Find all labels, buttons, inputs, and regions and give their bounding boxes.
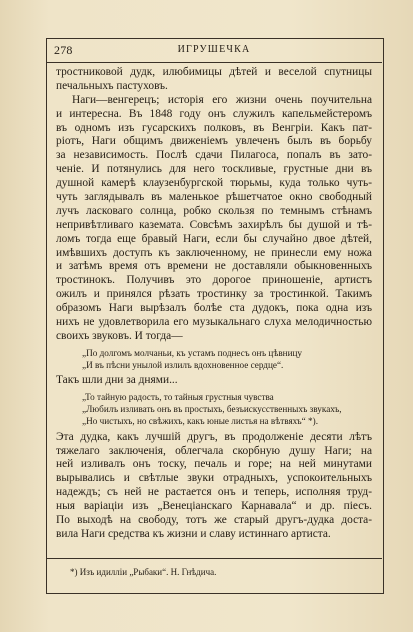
- verse-quote-1: [56, 347, 372, 371]
- text-line: вила Наги средства къ жизни и славу истиннаго артиста.: [56, 527, 331, 540]
- text-line: ченіе. И потянулись для него тоскливые, грустные дни въ: [56, 163, 372, 176]
- text-line: душной камерѣ клаузенбургской тюрьмы, куда только чуть-: [56, 177, 372, 190]
- text-line: печальныхъ пастуховъ.: [56, 79, 168, 92]
- text-line: надеждъ; съ ней не растается онъ и теперь, исполняя труд-: [56, 486, 372, 499]
- verse-line: „То тайную радость, то тайныя грустныя чувства: [82, 392, 274, 403]
- text-line: По выходѣ на свободу, тотъ же старый другъ-дудка достa-: [56, 513, 372, 526]
- text-line: Эта дудка, какъ лучшій другъ, въ продолженіе десяти лѣтъ: [56, 430, 372, 443]
- verse-quote-2: [56, 391, 372, 428]
- paragraph-group-2: [56, 431, 372, 542]
- text-line: ріотъ, Наги общимъ движеніемъ увлеченъ былъ въ борьбу: [56, 135, 372, 148]
- text-line: лучъ ласковаго солнца, робко скользя по темнымъ стѣнамъ: [56, 204, 372, 217]
- footnote-rule: [46, 558, 382, 559]
- text-line: ожилъ и принялся рѣзать тростинку за тростинкой. Такимъ: [56, 288, 372, 301]
- text-line: вырывались и свѣтлые звуки отрадныхъ, успокоительныхъ: [56, 472, 372, 485]
- page-number: 278: [54, 43, 73, 57]
- text-line: имѣвшихъ доступъ къ заключенному, не принесли ему ножа: [56, 246, 372, 259]
- text-line: ней изливалъ онъ тоску, печаль и горе; на ней минутами: [56, 458, 372, 471]
- text-line: тростинокъ. Получивъ это дорогое приношеніе, артистъ: [56, 274, 372, 287]
- running-title: ИГРУШЕЧКА: [177, 44, 251, 55]
- text-line: своихъ звуковъ. И тогда—: [56, 329, 183, 342]
- running-header: [46, 40, 382, 63]
- footnote: *) Изъ идилліи „Рыбаки“. Н. Гнѣдича.: [70, 567, 217, 577]
- text-line: нихъ не удовлетворила его музыкальнаго слуха мелодичностью: [56, 316, 372, 329]
- text-line: ломъ тогда еще бравый Наги, если бы случайно двое дѣтей,: [56, 232, 372, 245]
- text-line: образомъ Наги вырѣзалъ болѣе ста дудокъ, пока одна изъ: [56, 302, 372, 315]
- text-line: тростниковой дудк, илюбимицы дѣтей и веселой спутницы: [56, 66, 372, 78]
- text-line: и затѣмъ время отъ времени не доставляли обыкновенныхъ: [56, 260, 372, 273]
- verse-line: „По долгомъ молчаньи, къ устамъ поднесъ онъ цѣвницу: [82, 347, 303, 358]
- verse-line: „Но чистыхъ, но свѣжихъ, какъ юные листья на вѣтвяхъ“ *).: [82, 416, 319, 427]
- paragraph-group-1: [56, 66, 372, 344]
- text-line: непривѣтливаго каземата. Совсѣмъ захирѣлъ бы душой и тѣ-: [56, 218, 372, 231]
- body-text: [56, 66, 372, 542]
- text-line: Такъ шли дни за днями...: [56, 374, 178, 387]
- text-line: чуть заглядывалъ въ маленькое рѣшетчатое окно свободный: [56, 191, 372, 204]
- verse-line: „Любилъ изливать онъ въ простыхъ, безъискусственныхъ звукахъ,: [82, 404, 342, 415]
- text-line: за независимость. Послѣ сдачи Пилагоса, попалъ въ зато-: [56, 149, 372, 162]
- text-line: тяжелаго заключенія, облегчала скорбную душу Наги; на: [56, 444, 372, 457]
- text-line: въ одномъ изъ гусарскихъ полковъ, въ Венгріи. Какъ пат-: [56, 121, 372, 134]
- verse-line: „И въ пѣсни унылой излилъ вдохновенное сердце“.: [82, 360, 284, 370]
- text-line: ныя варіаціи изъ „Венеціанскаго Карнавала“ и др. піесъ.: [56, 500, 372, 513]
- text-line: и интересна. Въ 1848 году онъ служилъ капельмейстеромъ: [56, 107, 372, 120]
- text-line: Наги—венгерецъ; исторія его жизни очень поучительна: [72, 93, 372, 106]
